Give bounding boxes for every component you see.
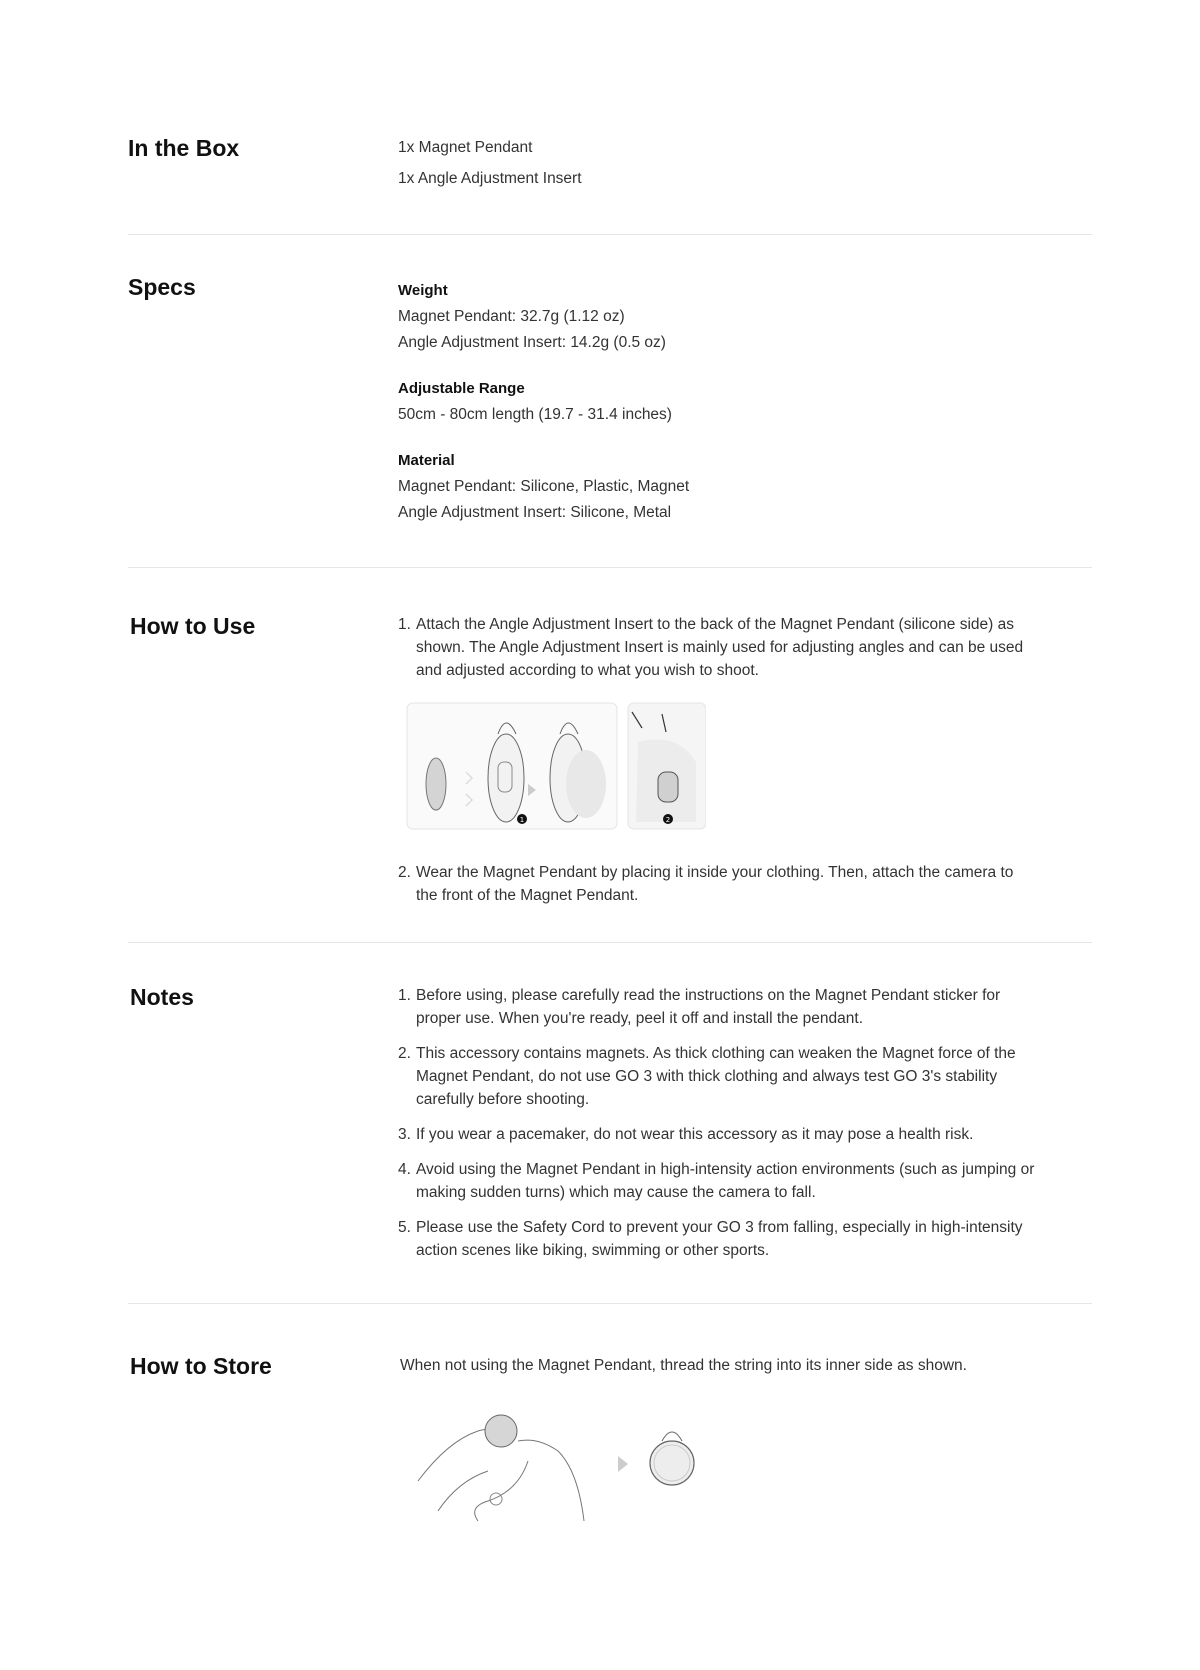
step-number: 1. <box>398 616 411 633</box>
how-to-use-steps <box>398 613 1038 907</box>
spec-material <box>398 448 1038 526</box>
note-number: 4. <box>398 1161 411 1178</box>
note-number: 1. <box>398 987 411 1004</box>
spec-label: Adjustable Range <box>398 380 525 397</box>
box-contents <box>398 135 1038 197</box>
spec-weight <box>398 278 1038 356</box>
list-item <box>398 1216 1038 1262</box>
step-text: Attach the Angle Adjustment Insert to the back of the Magnet Pendant (silicone side) as shown. The Angle Adjustment Insert is mainly used for adjusting angles and can be used and adjusted according to what you wish to shoot. <box>416 616 1024 679</box>
spec-value: Angle Adjustment Insert: Silicone, Metal <box>398 504 672 521</box>
section-title: Specs <box>128 274 196 300</box>
spec-label: Weight <box>398 282 448 299</box>
list-item <box>398 861 1038 907</box>
divider <box>128 567 1092 568</box>
list-item <box>398 1123 1038 1146</box>
list-item <box>398 984 1038 1030</box>
spec-label: Material <box>398 452 455 469</box>
illustration-label: 2 <box>665 816 671 824</box>
note-text: Please use the Safety Cord to prevent your GO 3 from falling, especially in high-intensity action scenes like biking, swimming or other sports. <box>416 1219 1023 1259</box>
spec-value: Angle Adjustment Insert: 14.2g (0.5 oz) <box>398 334 666 351</box>
note-text: This accessory contains magnets. As thick clothing can weaken the Magnet force of the Magnet Pendant, do not use GO 3 with thick clothing and always test GO 3's stability carefully before shooting. <box>416 1045 1016 1108</box>
box-item: 1x Angle Adjustment Insert <box>398 170 582 187</box>
note-number: 3. <box>398 1126 411 1143</box>
store-illustration <box>408 1401 1040 1540</box>
list-item <box>398 613 1038 682</box>
note-number: 2. <box>398 1045 411 1062</box>
box-item: 1x Magnet Pendant <box>398 139 533 156</box>
spec-value: Magnet Pendant: Silicone, Plastic, Magnet <box>398 478 690 495</box>
list-item <box>398 1042 1038 1111</box>
spec-adjustable-range <box>398 376 1038 428</box>
note-number: 5. <box>398 1219 411 1236</box>
specs-list <box>398 278 1038 546</box>
attach-illustration <box>406 702 1038 841</box>
pendant-store-diagram <box>408 1401 708 1531</box>
step-text: Wear the Magnet Pendant by placing it inside your clothing. Then, attach the camera to the front of the Magnet Pendant. <box>416 864 1014 904</box>
step-number: 2. <box>398 864 411 881</box>
divider <box>128 942 1092 943</box>
section-title: How to Store <box>130 1353 272 1379</box>
section-title: How to Use <box>130 613 256 639</box>
divider <box>128 234 1092 235</box>
store-text: When not using the Magnet Pendant, thread the string into its inner side as shown. <box>400 1357 967 1374</box>
illustration-label: 1 <box>519 816 525 824</box>
how-to-store-content <box>400 1353 1040 1560</box>
list-item <box>398 1158 1038 1204</box>
divider <box>128 1303 1092 1304</box>
note-text: If you wear a pacemaker, do not wear this accessory as it may pose a health risk. <box>416 1126 974 1143</box>
spec-value: Magnet Pendant: 32.7g (1.12 oz) <box>398 308 625 325</box>
pendant-attach-diagram <box>406 702 706 832</box>
notes-list <box>398 984 1038 1274</box>
section-title: Notes <box>130 984 194 1010</box>
section-title: In the Box <box>128 135 240 161</box>
spec-value: 50cm - 80cm length (19.7 - 31.4 inches) <box>398 406 672 423</box>
note-text: Avoid using the Magnet Pendant in high-intensity action environments (such as jumping or making sudden turns) which may cause the camera to fall. <box>416 1161 1035 1201</box>
note-text: Before using, please carefully read the instructions on the Magnet Pendant sticker for proper use. When you're ready, peel it off and install the pendant. <box>416 987 1001 1027</box>
